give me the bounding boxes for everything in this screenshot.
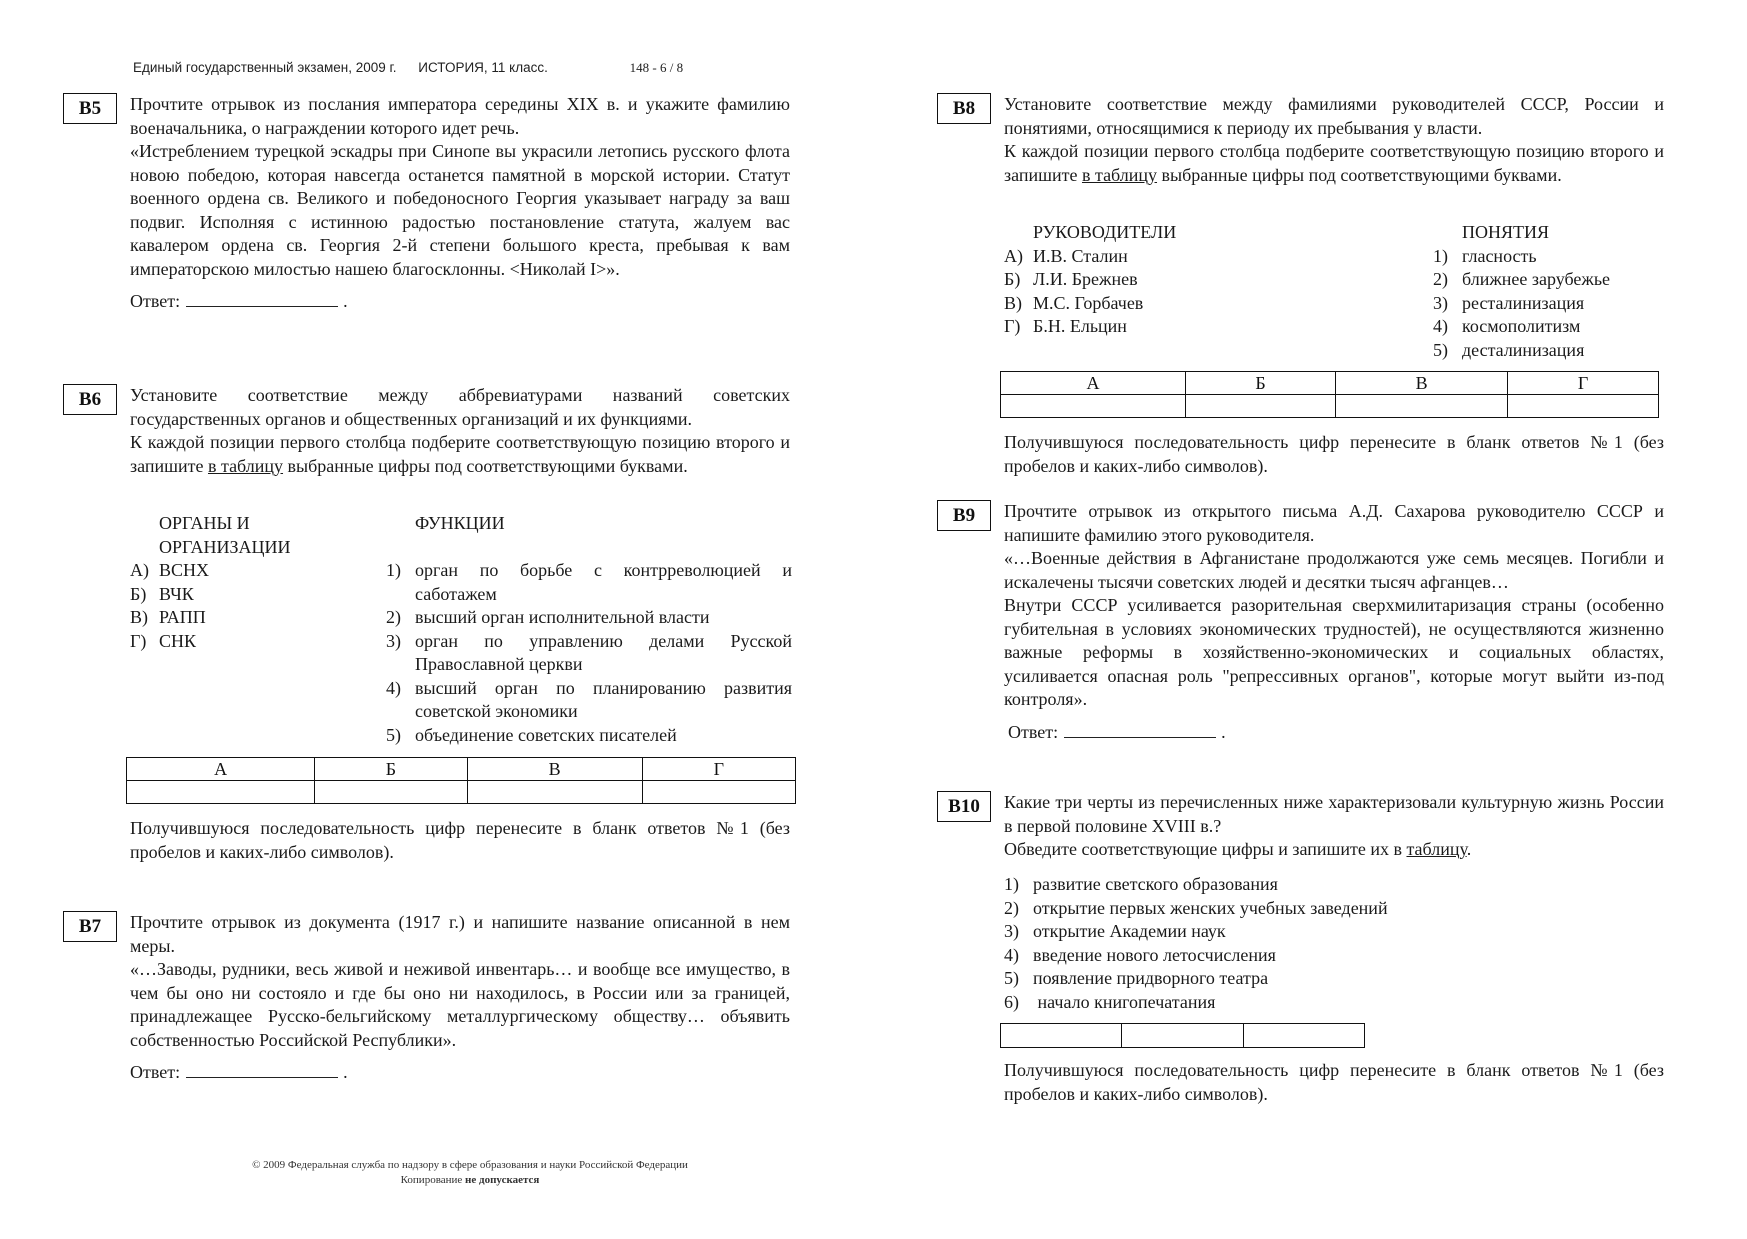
- answer-table: [1000, 1023, 1365, 1048]
- task-label: B7: [63, 911, 117, 942]
- column-heading: ОРГАНИЗАЦИИ: [159, 536, 291, 557]
- task-quote: «…Военные действия в Афганистане продолжаются уже семь месяцев. Погибли и искалечены тысячи советских людей и десятки тысяч афганцев…: [1004, 548, 1664, 592]
- answer-cell[interactable]: [1001, 1024, 1122, 1048]
- instruction-table-link: таблицу: [1406, 839, 1467, 859]
- list-item: 1) орган по борьбе с контрреволюцией и саботажем: [386, 560, 792, 604]
- answer-cell[interactable]: [1508, 395, 1659, 418]
- list-item: 1) гласность: [1433, 245, 1537, 266]
- column-heading: ОРГАНЫ И: [159, 513, 250, 533]
- instruction-text: выбранные цифры под соответствующими буквами.: [283, 455, 688, 476]
- left-column: [1004, 221, 1304, 339]
- answer-cell[interactable]: [315, 781, 467, 804]
- list-item: 3) орган по управлению делами Русской Православной церкви: [386, 630, 792, 674]
- right-column: [386, 512, 792, 747]
- answer-table: [126, 757, 796, 804]
- page-header: [133, 60, 683, 76]
- task-note: Получившуюся последовательность цифр перенесите в бланк ответов №1 (без пробелов и каких-либо символов).: [1004, 1060, 1664, 1104]
- instruction-text: Обведите соответствующие цифры и запишите их в: [1004, 839, 1407, 859]
- answer-table: [1000, 371, 1659, 418]
- list-item: 4) космополитизм: [1433, 316, 1581, 336]
- table-header: Б: [315, 758, 467, 781]
- option-item: 4) введение нового летосчисления: [1004, 944, 1276, 965]
- list-item: Б) ВЧК: [130, 583, 194, 604]
- task-instruction: [1004, 140, 1664, 187]
- copyright-text: © 2009 Федеральная служба по надзору в сфере образования и науки Российской Федерации: [252, 1159, 688, 1171]
- answer-cell[interactable]: [1122, 1024, 1243, 1048]
- answer-cell[interactable]: [1001, 395, 1186, 418]
- table-header: Г: [642, 758, 795, 781]
- answer-cell[interactable]: [1243, 1024, 1364, 1048]
- list-item: Г) Б.Н. Ельцин: [1004, 316, 1127, 336]
- task-text: [1004, 93, 1664, 187]
- task-text: [130, 911, 790, 1085]
- task-instruction: [1004, 838, 1664, 862]
- task-label: B6: [63, 384, 117, 415]
- list-item: А) И.В. Сталин: [1004, 245, 1128, 266]
- option-item: 3) открытие Академии наук: [1004, 921, 1226, 941]
- task-instruction: [130, 431, 790, 478]
- task-quote: Внутри СССР усиливается разорительная сверхмилитаризация страны (особенно губительная в условиях экономических трудностей), не осуществляются жизненно важные реформы в хозяйственно-экономических и социальных областях, усиливается опасная роль "репрессивных органов", которые могут выйти из-под контроля».: [1004, 595, 1664, 709]
- column-heading: РУКОВОДИТЕЛИ: [1033, 222, 1177, 242]
- option-item: 6) начало книгопечатания: [1004, 991, 1216, 1012]
- answer-label: Ответ:: [130, 1062, 181, 1082]
- subject-title: ИСТОРИЯ, 11 класс.: [418, 60, 548, 75]
- answer-cell[interactable]: [642, 781, 795, 804]
- list-item: Г) СНК: [130, 630, 197, 651]
- answer-line: Ответ: .: [1004, 719, 1664, 745]
- instruction-table-link: в таблицу: [1081, 164, 1158, 185]
- answer-field[interactable]: [186, 288, 338, 307]
- option-item: 5) появление придворного театра: [1004, 968, 1269, 988]
- right-column: [1433, 221, 1673, 362]
- table-header: В: [1336, 372, 1508, 395]
- task-prompt: Какие три черты из перечисленных ниже характеризовали культурную жизнь России в первой половине XVIII в.?: [1004, 792, 1664, 836]
- page-number: 148 - 6 / 8: [629, 60, 684, 75]
- task-prompt: Установите соответствие между фамилиями руководителей СССР, России и понятиями, относящимися к периоду их пребывания у власти.: [1004, 94, 1664, 138]
- table-header: В: [467, 758, 642, 781]
- list-item: 2) высший орган исполнительной власти: [386, 607, 710, 627]
- answer-field[interactable]: [186, 1059, 338, 1078]
- task-label: B10: [937, 791, 991, 822]
- list-item: 4) высший орган по планированию развития советской экономики: [386, 677, 792, 721]
- column-heading: ПОНЯТИЯ: [1462, 222, 1550, 242]
- option-item: 1) развитие светского образования: [1004, 874, 1278, 894]
- list-item: Б) Л.И. Брежнев: [1004, 269, 1138, 289]
- answer-cell[interactable]: [1186, 395, 1336, 418]
- task-text: [130, 384, 790, 478]
- options-list: [1004, 873, 1604, 1014]
- table-header: А: [1001, 372, 1186, 395]
- exam-title: Единый государственный экзамен, 2009 г.: [133, 60, 397, 75]
- list-item: А) ВСНХ: [130, 560, 210, 580]
- task-text: [130, 93, 790, 314]
- answer-cell[interactable]: [1336, 395, 1508, 418]
- table-header: А: [127, 758, 315, 781]
- instruction-text: К каждой позиции первого столбца подберите соответствующую позицию второго и запишите: [1004, 141, 1664, 185]
- answer-line: Ответ: .: [130, 288, 790, 314]
- answer-label: Ответ:: [1008, 721, 1059, 742]
- list-item: 3) ресталинизация: [1433, 292, 1585, 313]
- task-prompt: Прочтите отрывок из документа (1917 г.) и напишите название описанной в нем меры.: [130, 912, 790, 956]
- answer-cell[interactable]: [467, 781, 642, 804]
- task-label: B9: [937, 500, 991, 531]
- task-label: B5: [63, 93, 117, 124]
- task-text: [1004, 500, 1664, 744]
- instruction-text: .: [1466, 839, 1472, 859]
- task-quote: «…Заводы, рудники, весь живой и неживой инвентарь… и вообще все имущество, в чем бы оно ни состояло и где бы оно ни находилось, в России или за границей, принадлежащее Русско-бельгийскому металлургическому обществу… объявить собственностью Российской Республики».: [130, 959, 790, 1050]
- instruction-text: выбранные цифры под соответствующими буквами.: [1157, 164, 1562, 185]
- option-item: 2) открытие первых женских учебных заведений: [1004, 897, 1388, 918]
- task-note: Получившуюся последовательность цифр перенесите в бланк ответов №1 (без пробелов и каких-либо символов).: [130, 818, 790, 862]
- answer-line: Ответ: .: [130, 1059, 790, 1085]
- answer-cell[interactable]: [127, 781, 315, 804]
- left-column: [130, 512, 380, 653]
- answer-field[interactable]: [1064, 719, 1216, 738]
- copy-notice: Копирование не допускается: [400, 1174, 540, 1186]
- task-prompt: Прочтите отрывок из открытого письма А.Д. Сахарова руководителю СССР и напишите фамилию этого руководителя.: [1004, 501, 1664, 545]
- task-note: Получившуюся последовательность цифр перенесите в бланк ответов №1 (без пробелов и каких-либо символов).: [1004, 432, 1664, 476]
- table-header: Б: [1186, 372, 1336, 395]
- list-item: 5) объединение советских писателей: [386, 724, 677, 745]
- task-prompt: Прочтите отрывок из послания императора середины XIX в. и укажите фамилию военачальника, о награждении которого идет речь.: [130, 94, 790, 138]
- page-footer: [0, 1158, 940, 1188]
- task-quote: «Истреблением турецкой эскадры при Синопе вы украсили летопись русского флота новою победою, которая навсегда останется памятной в морской истории. Статут военного ордена св. Великого и победоносного Георгия указывает награду за ваш подвиг. Исполняя с истинною радостью постановление статута, жалуем вас кавалером ордена св. Георгия 2-й степени большого креста, пребывая к вам императорскою милостью нашею благосклонны. <Николай I>».: [130, 141, 790, 279]
- list-item: В) РАПП: [130, 607, 206, 627]
- list-item: В) М.С. Горбачев: [1004, 292, 1144, 313]
- task-prompt: Установите соответствие между аббревиатурами названий советских государственных органов и общественных организаций и их функциями.: [130, 385, 790, 429]
- column-heading: ФУНКЦИИ: [415, 513, 505, 533]
- task-text: [1004, 791, 1664, 862]
- task-label: B8: [937, 93, 991, 124]
- answer-label: Ответ:: [130, 291, 181, 311]
- list-item: 2) ближнее зарубежье: [1433, 269, 1611, 289]
- instruction-text: К каждой позиции первого столбца подберите соответствующую позицию второго и запишите: [130, 432, 790, 476]
- table-header: Г: [1508, 372, 1659, 395]
- list-item: 5) десталинизация: [1433, 339, 1585, 360]
- instruction-table-link: в таблицу: [207, 455, 284, 476]
